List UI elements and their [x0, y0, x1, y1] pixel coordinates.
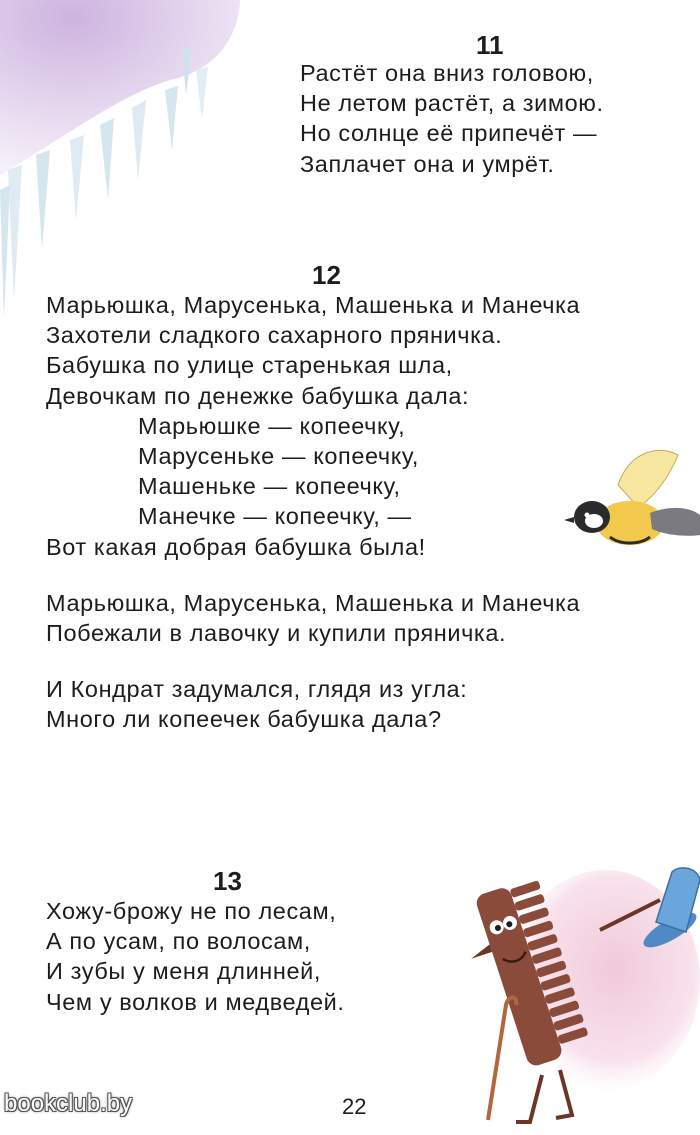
riddle-11-verse [300, 58, 604, 179]
verse-line: Марьюшка, Марусенька, Машенька и Манечка [46, 292, 581, 318]
verse-line: Не летом растёт, а зимою. [300, 90, 604, 117]
riddle-number: 11 [476, 30, 504, 60]
page-number: 22 [342, 1094, 367, 1119]
titmouse-bird-icon [560, 445, 700, 565]
verse-line: Растёт она вниз головою, [300, 60, 594, 86]
riddle-13-verse [46, 896, 345, 1017]
stanza-gap [46, 562, 580, 588]
icicles-icon [0, 0, 300, 340]
verse-line: Девочкам по денежке бабушка дала: [46, 382, 470, 409]
verse-line: Чем у волков и медведей. [46, 988, 345, 1015]
verse-line: Вот какая добрая бабушка была! [46, 533, 426, 560]
verse-line: И Кондрат задумался, глядя из угла: [46, 676, 468, 703]
verse-line: Бабушка по улице старенькая шла, [46, 352, 453, 379]
riddle-number: 13 [213, 866, 242, 896]
verse-line: Но солнце её припечёт — [300, 120, 598, 147]
verse-line: Марьюшке — копеечку, [138, 412, 406, 439]
verse-line: Манечке — копеечку, — [138, 503, 412, 530]
verse-line: Заплачет она и умрёт. [300, 150, 555, 177]
verse-line: Марусеньке — копеечку, [138, 442, 420, 469]
verse-line: И зубы у меня длинней, [46, 958, 321, 985]
comb-character-icon [460, 860, 700, 1135]
verse-line: Машеньке — копеечку, [138, 473, 401, 500]
stanza-gap [46, 648, 580, 674]
verse-line: Хожу-брожу не по лесам, [46, 898, 337, 924]
verse-line: А по усам, по волосам, [46, 928, 311, 955]
watermark: bookclub.by [4, 1090, 133, 1117]
verse-line: Марьюшка, Марусенька, Машенька и Манечка [46, 589, 581, 616]
verse-line: Побежали в лавочку и купили пряничка. [46, 619, 507, 646]
riddle-12-verse [46, 290, 580, 734]
verse-line: Захотели сладкого сахарного пряничка. [46, 322, 503, 349]
verse-line: Много ли копеечек бабушка дала? [46, 706, 442, 733]
riddle-number: 12 [312, 260, 341, 290]
